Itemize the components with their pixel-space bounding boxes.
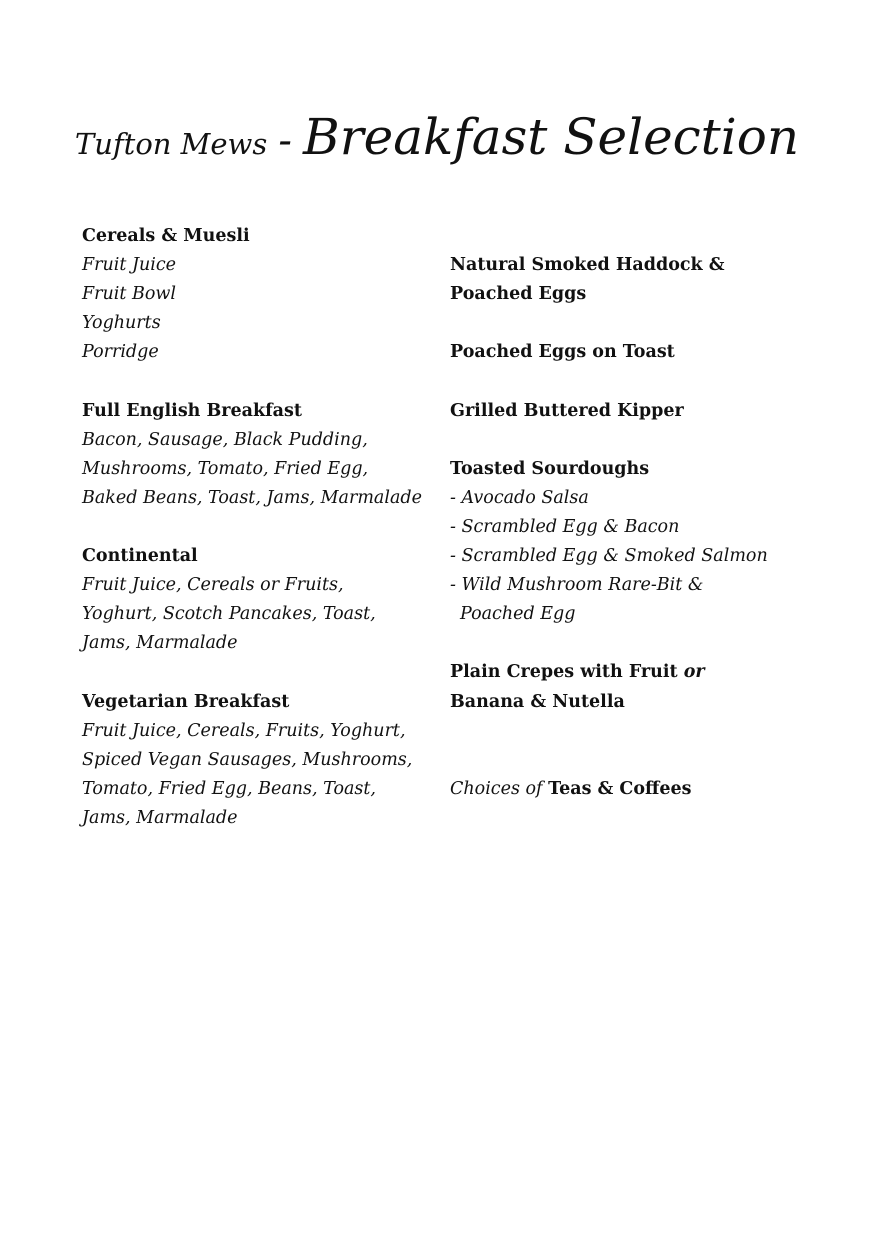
section-heading: Poached Eggs xyxy=(450,284,587,305)
menu-item: - Wild Mushroom Rare-Bit & xyxy=(450,575,704,596)
section-heading: Banana & Nutella xyxy=(450,691,625,712)
section-heading: Natural Smoked Haddock & xyxy=(450,255,725,276)
menu-heading: Breakfast Selection xyxy=(302,108,800,166)
section-heading: Cereals & Muesli xyxy=(82,226,250,246)
menu-item: - Scrambled Egg & Smoked Salmon xyxy=(450,546,768,567)
section-heading: Vegetarian Breakfast xyxy=(82,691,290,712)
section-sourdough xyxy=(450,455,850,630)
section-description: Fruit Juice, Cereals or Fruits, xyxy=(82,575,344,596)
title-separator: - xyxy=(278,118,292,164)
section-heading: Continental xyxy=(82,546,198,567)
drinks-label: Teas & Coffees xyxy=(548,778,692,799)
section-continental xyxy=(82,542,442,658)
section-description: Baked Beans, Toast, Jams, Marmalade xyxy=(82,487,422,508)
section-kipper: Grilled Buttered Kipper xyxy=(450,400,684,421)
section-crepes xyxy=(450,658,850,716)
section-description: Tomato, Fried Egg, Beans, Toast, xyxy=(82,778,376,799)
crepes-text: Plain Crepes with Fruit xyxy=(450,662,678,683)
menu-item: Poached Egg xyxy=(460,604,576,625)
section-haddock xyxy=(450,251,850,309)
venue-name: Tufton Mews xyxy=(74,127,268,161)
section-description: Jams, Marmalade xyxy=(82,807,238,828)
menu-item: Fruit Juice xyxy=(82,255,177,276)
section-description: Jams, Marmalade xyxy=(82,633,238,654)
section-vegetarian xyxy=(82,688,442,833)
section-heading: Toasted Sourdoughs xyxy=(450,458,650,479)
section-description: Fruit Juice, Cereals, Fruits, Yoghurt, xyxy=(82,720,406,741)
section-heading xyxy=(450,658,850,687)
menu-item: Yoghurts xyxy=(82,313,161,334)
drinks-prefix: Choices of xyxy=(450,778,543,799)
crepes-or: or xyxy=(683,662,705,683)
section-description: Mushrooms, Tomato, Fried Egg, xyxy=(82,458,369,479)
menu-item: Porridge xyxy=(82,342,159,363)
menu-item: Fruit Bowl xyxy=(82,284,176,305)
section-description: Spiced Vegan Sausages, Mushrooms, xyxy=(82,749,413,770)
menu-item: - Avocado Salsa xyxy=(450,487,589,508)
section-poached-eggs: Poached Eggs on Toast xyxy=(450,342,675,363)
section-heading: Full English Breakfast xyxy=(82,400,302,421)
section-description: Yoghurt, Scotch Pancakes, Toast, xyxy=(82,604,376,625)
right-column xyxy=(450,222,850,804)
left-column xyxy=(82,222,442,833)
section-drinks xyxy=(450,775,850,804)
page-title xyxy=(0,108,874,166)
section-cereals xyxy=(82,222,442,367)
section-description: Bacon, Sausage, Black Pudding, xyxy=(82,429,368,450)
section-full-english xyxy=(82,397,442,513)
menu-item: - Scrambled Egg & Bacon xyxy=(450,516,680,537)
